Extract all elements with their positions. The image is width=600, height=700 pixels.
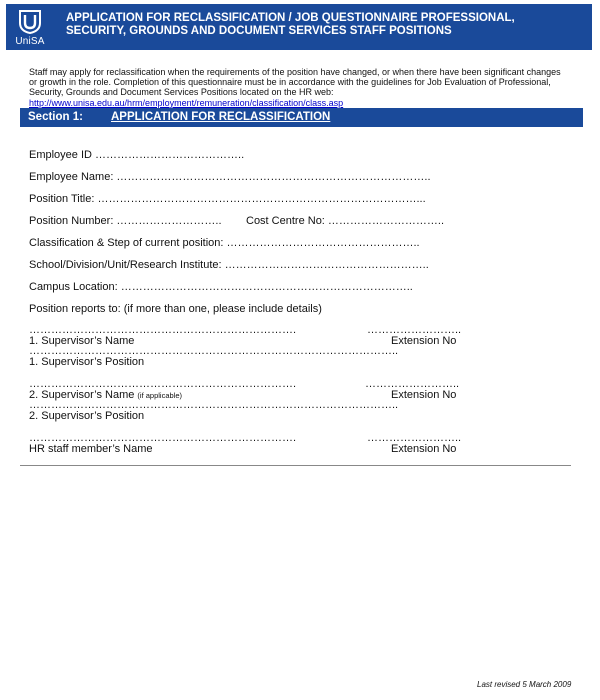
section-1-header [20,108,583,127]
hr-web-link[interactable]: http://www.unisa.edu.au/hrm/employment/remuneration/classification/class.asp [29,97,344,108]
divider [20,465,571,466]
sup2-position-label: 2. Supervisor’s Position [29,410,145,422]
hr-name-label: HR staff member’s Name [29,443,153,455]
sup1-extension-label: Extension No [391,335,457,347]
intro-line-3: Security, Grounds and Document Services Positions located on the HR web: [29,87,334,98]
shield-icon [19,10,41,34]
hr-name-line[interactable]: ………………………………………………………………. [29,432,297,444]
page-title [66,12,515,38]
hr-extension-label: Extension No [391,443,457,455]
title-line-2: SECURITY, GROUNDS AND DOCUMENT SERVICES STAFF POSITIONS [66,25,452,37]
section-title: APPLICATION FOR RECLASSIFICATION [111,111,331,123]
sup2-name-text: 2. Supervisor’s Name [29,389,138,401]
last-revised: Last revised 5 March 2009 [477,680,572,689]
sup2-position-line[interactable]: ……………………………………………………………………………………….. [29,399,399,411]
classification-field[interactable]: Classification & Step of current position: …………………………………………….. [29,237,420,249]
sup1-name-label: 1. Supervisor’s Name [29,335,135,347]
employee-name-field[interactable]: Employee Name: ………………………………………………………………………….. [29,171,431,183]
header-banner [6,4,592,50]
sup1-name-line[interactable]: ………………………………………………………………. [29,324,297,336]
title-line-1: APPLICATION FOR RECLASSIFICATION / JOB QUESTIONNAIRE PROFESSIONAL, [66,12,515,24]
position-title-field[interactable]: Position Title: ……………………………………………………………………………... [29,193,426,205]
sup1-position-label: 1. Supervisor’s Position [29,356,145,368]
position-number-field[interactable]: Position Number: ……………………….. [29,215,222,227]
sup2-extension-line[interactable]: …………………….. [365,378,460,390]
sup1-position-line[interactable]: ……………………………………………………………………………………….. [29,345,399,357]
school-field[interactable]: School/Division/Unit/Research Institute: ……………………………………………….. [29,259,429,271]
intro-paragraph [29,67,574,108]
intro-line-2: or growth in the role. Completion of this questionnaire must be in accordance with the guidelines for Job Evaluation of Professional, [29,77,551,88]
campus-field[interactable]: Campus Location: …………………………………………………………………….. [29,281,413,293]
intro-line-1: Staff may apply for reclassification when the requirements of the position have changed, or when there have been significant changes [29,67,561,77]
sup1-extension-line[interactable]: …………………….. [367,324,462,336]
employee-id-field[interactable]: Employee ID ………………………………….. [29,149,245,161]
unisa-logo [8,6,52,48]
sup2-note: (if applicable) [137,391,183,400]
section-label: Section 1: [28,111,83,123]
sup2-extension-label: Extension No [391,389,457,401]
logo-text: UniSA [15,36,45,47]
reports-to-label: Position reports to: (if more than one, please include details) [29,303,322,315]
sup2-name-line[interactable]: ………………………………………………………………. [29,378,297,390]
hr-extension-line[interactable]: …………………….. [367,432,462,444]
cost-centre-field[interactable]: Cost Centre No: ………………………….. [246,215,445,227]
